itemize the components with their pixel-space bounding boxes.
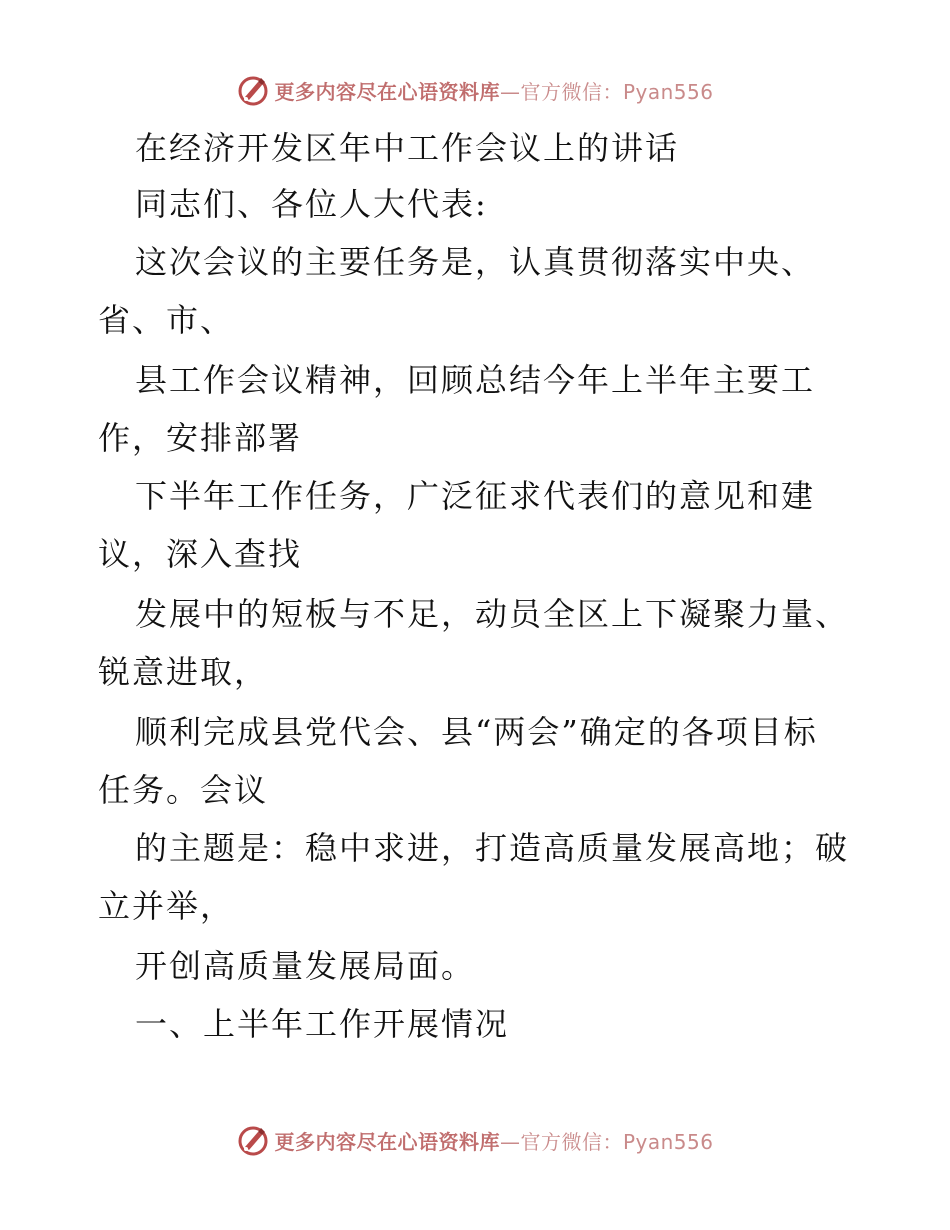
paragraph-line: 锐意进取， <box>98 653 269 691</box>
paragraph-line: 议，深入查找 <box>98 535 303 573</box>
watermark-main-text: 更多内容尽在心语资料库 <box>274 1129 500 1154</box>
watermark-tail-text: 官方微信：Pyan556 <box>520 79 714 104</box>
paragraph-line: 县工作会议精神，回顾总结今年上半年主要工 <box>135 361 816 399</box>
watermark-dash: — <box>499 1129 521 1154</box>
paragraph-line: 下半年工作任务，广泛征求代表们的意见和建 <box>135 477 816 515</box>
pen-logo-icon <box>236 1123 270 1157</box>
paragraph-line: 立并举， <box>98 887 235 925</box>
header-watermark <box>0 70 950 110</box>
watermark-text <box>274 1126 713 1155</box>
paragraph-line: 顺利完成县党代会、县“两会”确定的各项目标 <box>135 713 818 751</box>
watermark-dash: — <box>499 79 521 104</box>
section-heading: 一、上半年工作开展情况 <box>135 1005 510 1043</box>
watermark-text <box>274 76 713 105</box>
paragraph-line: 任务。会议 <box>98 771 269 809</box>
watermark-main-text: 更多内容尽在心语资料库 <box>274 79 500 104</box>
paragraph-line: 发展中的短板与不足，动员全区上下凝聚力量、 <box>135 595 850 633</box>
paragraph-line: 省、市、 <box>98 301 235 339</box>
watermark-tail-text: 官方微信：Pyan556 <box>520 1129 714 1154</box>
salutation-line: 同志们、各位人大代表: <box>135 185 488 223</box>
document-title: 在经济开发区年中工作会议上的讲话 <box>135 129 680 167</box>
footer-watermark <box>0 1120 950 1160</box>
paragraph-line: 作，安排部署 <box>98 419 303 457</box>
paragraph-line: 开创高质量发展局面。 <box>135 947 476 985</box>
pen-logo-icon <box>236 73 270 107</box>
paragraph-line: 这次会议的主要任务是，认真贯彻落实中央、 <box>135 243 816 281</box>
paragraph-line: 的主题是：稳中求进，打造高质量发展高地；破 <box>135 829 850 867</box>
